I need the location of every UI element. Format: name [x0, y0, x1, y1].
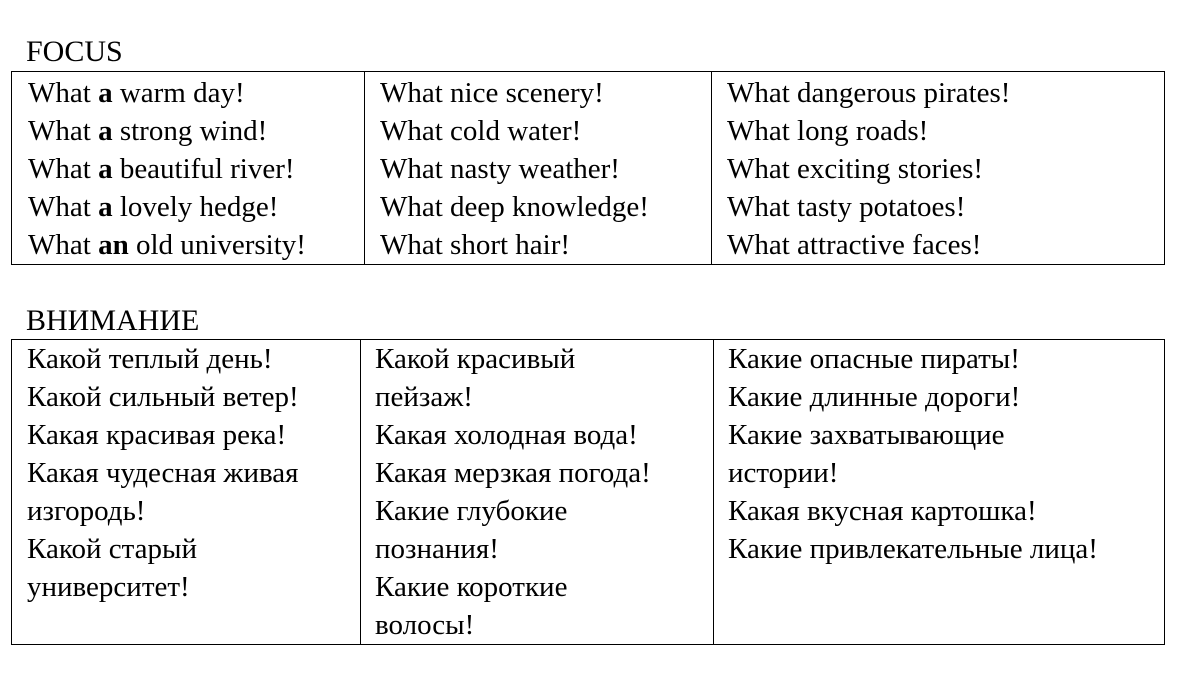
focus-line: What exciting stories!: [727, 153, 984, 185]
vnimanie-line: изгородь!: [27, 495, 146, 527]
vnimanie-line: Какие длинные дороги!: [728, 381, 1021, 413]
focus-line: What nice scenery!: [380, 77, 604, 109]
focus-line: [28, 226, 364, 264]
vnimanie-line: Какая красивая река!: [27, 419, 287, 451]
vnimanie-line: Какая мерзкая погода!: [375, 457, 651, 489]
vnimanie-line: волосы!: [375, 609, 475, 641]
article-bold: an: [98, 229, 129, 261]
vnimanie-table-row: [12, 340, 1165, 645]
line-text: warm day!: [112, 77, 245, 109]
focus-table: [11, 71, 1165, 265]
vnimanie-line: Какие привлекательные лица!: [728, 533, 1098, 565]
vnimanie-line: Какие глубокие: [375, 495, 568, 527]
focus-table-row: [12, 72, 1165, 265]
focus-line: [28, 112, 364, 150]
article-bold: a: [98, 153, 113, 185]
vnimanie-line: Какой теплый день!: [27, 343, 273, 375]
line-text: strong wind!: [112, 115, 268, 147]
focus-line: [28, 188, 364, 226]
line-text: What: [28, 77, 99, 109]
vnimanie-line: Какие захватывающие: [728, 419, 1005, 451]
vnimanie-column-1: [12, 340, 361, 645]
article-bold: a: [98, 77, 113, 109]
focus-line: What dangerous pirates!: [727, 77, 1011, 109]
focus-line: What deep knowledge!: [380, 191, 649, 223]
focus-line: What short hair!: [380, 229, 571, 261]
vnimanie-line: пейзаж!: [375, 381, 473, 413]
vnimanie-line: Какие короткие: [375, 571, 568, 603]
focus-line: [28, 74, 364, 112]
focus-line: [28, 150, 364, 188]
focus-column-1: [12, 72, 365, 265]
line-text: old university!: [128, 229, 306, 261]
focus-column-3: [712, 72, 1165, 265]
vnimanie-line: Какой старый: [27, 533, 197, 565]
vnimanie-line: Какая холодная вода!: [375, 419, 638, 451]
vnimanie-line: познания!: [375, 533, 499, 565]
focus-line: What cold water!: [380, 115, 582, 147]
focus-line: What nasty weather!: [380, 153, 620, 185]
focus-heading: FOCUS: [26, 35, 123, 68]
vnimanie-line: Какой красивый: [375, 343, 576, 375]
vnimanie-line: Какой сильный ветер!: [27, 381, 299, 413]
article-bold: a: [98, 191, 113, 223]
vnimanie-table: [11, 339, 1165, 645]
focus-line: What tasty potatoes!: [727, 191, 966, 223]
vnimanie-heading: ВНИМАНИЕ: [26, 304, 200, 337]
vnimanie-line: Какая чудесная живая: [27, 457, 299, 489]
vnimanie-column-2: [361, 340, 714, 645]
vnimanie-column-3: [714, 340, 1165, 645]
vnimanie-line: Какая вкусная картошка!: [728, 495, 1037, 527]
line-text: What: [28, 191, 99, 223]
article-bold: a: [98, 115, 113, 147]
vnimanie-line: истории!: [728, 457, 839, 489]
vnimanie-line: университет!: [27, 571, 190, 603]
line-text: What: [28, 153, 99, 185]
line-text: lovely hedge!: [112, 191, 279, 223]
focus-line: What long roads!: [727, 115, 929, 147]
vnimanie-line: Какие опасные пираты!: [728, 343, 1020, 375]
focus-line: What attractive faces!: [727, 229, 982, 261]
line-text: What: [28, 229, 99, 261]
focus-column-2: [365, 72, 712, 265]
line-text: beautiful river!: [112, 153, 295, 185]
line-text: What: [28, 115, 99, 147]
